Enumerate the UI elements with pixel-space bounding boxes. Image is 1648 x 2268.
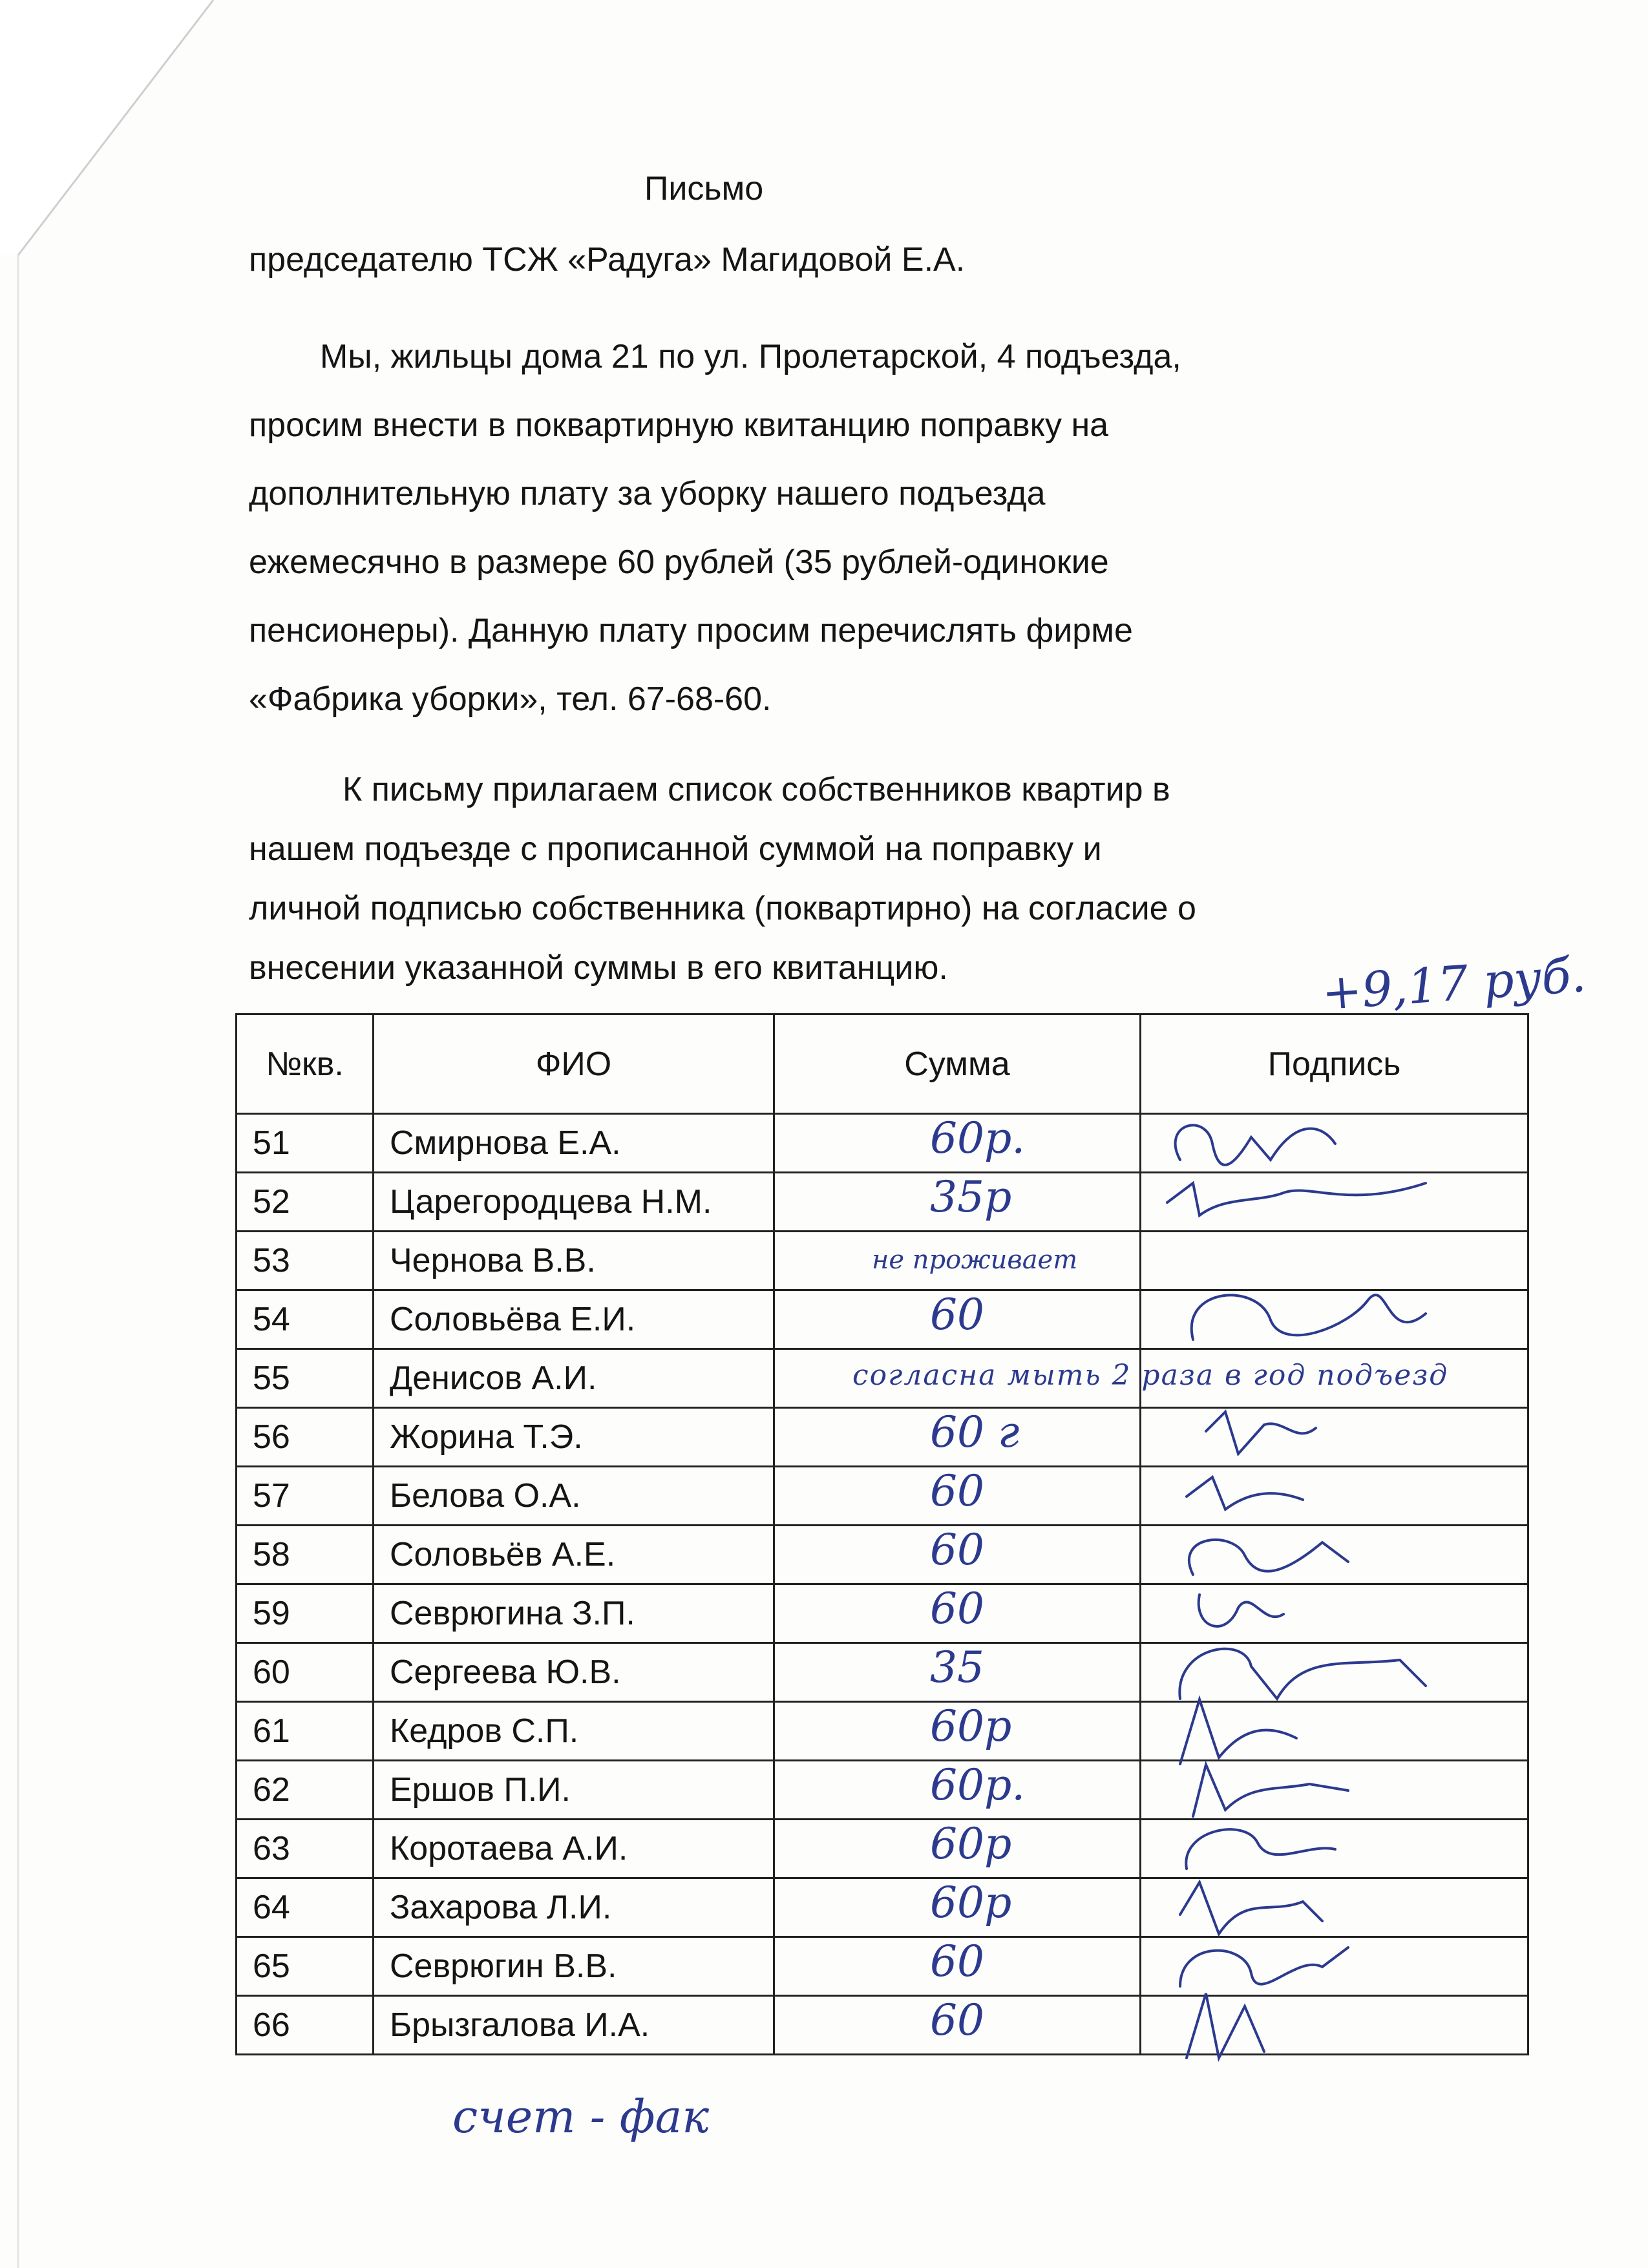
signature-cell (1141, 1290, 1528, 1349)
handwritten-sum: 60 (930, 1525, 984, 1575)
handwritten-sum: 35р (930, 1172, 1012, 1222)
apartment-number: 60 (237, 1643, 374, 1702)
apartment-number: 66 (237, 1996, 374, 2055)
owner-name: Смирнова Е.А. (374, 1114, 774, 1173)
handwritten-sum: 60 (930, 1290, 984, 1339)
header-signature: Подпись (1141, 1014, 1528, 1114)
apartment-number: 61 (237, 1702, 374, 1761)
paragraph2-line: К письму прилагаем список собственников квартир в (343, 771, 1170, 808)
apartment-number: 52 (237, 1173, 374, 1232)
handwritten-sum: 60 г (930, 1407, 1020, 1457)
handwritten-sum: 60р (930, 1878, 1012, 1927)
apartment-number: 64 (237, 1878, 374, 1937)
sum-cell (774, 1114, 1141, 1173)
handwritten-invoice-note: счет - фак (452, 2090, 710, 2143)
signature-cell (1141, 1996, 1528, 2055)
apartment-number: 55 (237, 1349, 374, 1408)
sum-cell (774, 1702, 1141, 1761)
sum-cell (774, 1996, 1141, 2055)
paragraph2-line: нашем подъезде с прописанной суммой на поправку и (249, 830, 1102, 868)
signature-cell (1141, 1173, 1528, 1232)
header-apartment: №кв. (237, 1014, 374, 1114)
paragraph1-line: ежемесячно в размере 60 рублей (35 рублей-одинокие (249, 543, 1109, 581)
owner-name: Соловьёва Е.И. (374, 1290, 774, 1349)
owner-name: Брызгалова И.А. (374, 1996, 774, 2055)
owner-name: Сергеева Ю.В. (374, 1643, 774, 1702)
signature-scribble (1154, 1980, 1458, 2077)
apartment-number: 62 (237, 1761, 374, 1820)
apartment-number: 57 (237, 1467, 374, 1526)
paragraph2-line: внесении указанной суммы в его квитанцию. (249, 949, 948, 987)
apartment-number: 54 (237, 1290, 374, 1349)
handwritten-sum: 60р (930, 1701, 1012, 1751)
handwritten-sum: 60 (930, 1584, 984, 1633)
owner-name: Чернова В.В. (374, 1232, 774, 1290)
owner-name: Белова О.А. (374, 1467, 774, 1526)
owner-name: Коротаева А.И. (374, 1820, 774, 1878)
handwritten-sum: 60р. (930, 1760, 1026, 1810)
handwritten-sum: 60р (930, 1819, 1012, 1869)
table-row (237, 1996, 1528, 2055)
apartment-number: 58 (237, 1526, 374, 1584)
sum-cell (774, 1408, 1141, 1467)
owners-table (235, 1013, 1529, 2055)
owner-name: Царегородцева Н.М. (374, 1173, 774, 1232)
paragraph1-line: Мы, жильцы дома 21 по ул. Пролетарской, 4 подъезда, (320, 338, 1181, 375)
sum-cell (774, 1643, 1141, 1702)
sum-cell (774, 1232, 1141, 1290)
table-row (237, 1173, 1528, 1232)
handwritten-sum: не проживает (872, 1245, 1078, 1275)
owner-name: Кедров С.П. (374, 1702, 774, 1761)
apartment-number: 65 (237, 1937, 374, 1996)
paragraph1-line: просим внести в поквартирную квитанцию поправку на (249, 406, 1109, 444)
paragraph1-line: пенсионеры). Данную плату просим перечислять фирме (249, 612, 1133, 649)
sum-cell (774, 1761, 1141, 1820)
apartment-number: 56 (237, 1408, 374, 1467)
sum-cell (774, 1526, 1141, 1584)
handwritten-sum: 60 (930, 1466, 984, 1516)
apartment-number: 59 (237, 1584, 374, 1643)
paragraph2-line: личной подписью собственника (поквартирно) на согласие о (249, 890, 1196, 927)
letter-addressee: председателю ТСЖ «Радуга» Магидовой Е.А. (249, 241, 966, 278)
sum-cell (774, 1349, 1449, 1408)
header-name: ФИО (374, 1014, 774, 1114)
handwritten-sum: 60 (930, 1937, 984, 1986)
owner-name: Захарова Л.И. (374, 1878, 774, 1937)
paragraph1-line: дополнительную плату за уборку нашего подъезда (249, 475, 1046, 512)
handwritten-sum: согласна мыть 2 раза в год подъезд (852, 1359, 1449, 1392)
header-sum: Сумма (774, 1014, 1141, 1114)
sum-cell (774, 1173, 1141, 1232)
letter-title: Письмо (644, 170, 764, 207)
apartment-number: 53 (237, 1232, 374, 1290)
paragraph1-line: «Фабрика уборки», тел. 67-68-60. (249, 680, 772, 718)
sum-cell (774, 1290, 1141, 1349)
sum-cell (774, 1584, 1141, 1643)
sum-cell (774, 1467, 1141, 1526)
sum-cell (774, 1878, 1141, 1937)
handwritten-sum: 60 (930, 1995, 984, 2045)
sum-cell (774, 1937, 1141, 1996)
owner-name: Денисов А.И. (374, 1349, 774, 1408)
owner-name: Ершов П.И. (374, 1761, 774, 1820)
sum-cell (774, 1820, 1141, 1878)
owner-name: Соловьёв А.Е. (374, 1526, 774, 1584)
owner-name: Севрюгин В.В. (374, 1937, 774, 1996)
owner-name: Севрюгина З.П. (374, 1584, 774, 1643)
apartment-number: 63 (237, 1820, 374, 1878)
apartment-number: 51 (237, 1114, 374, 1173)
table-row (237, 1290, 1528, 1349)
handwritten-sum: 60р. (930, 1113, 1026, 1163)
handwritten-surcharge-note: +9,17 руб. (1320, 947, 1588, 1022)
owner-name: Жорина Т.Э. (374, 1408, 774, 1467)
handwritten-sum: 35 (930, 1643, 984, 1692)
